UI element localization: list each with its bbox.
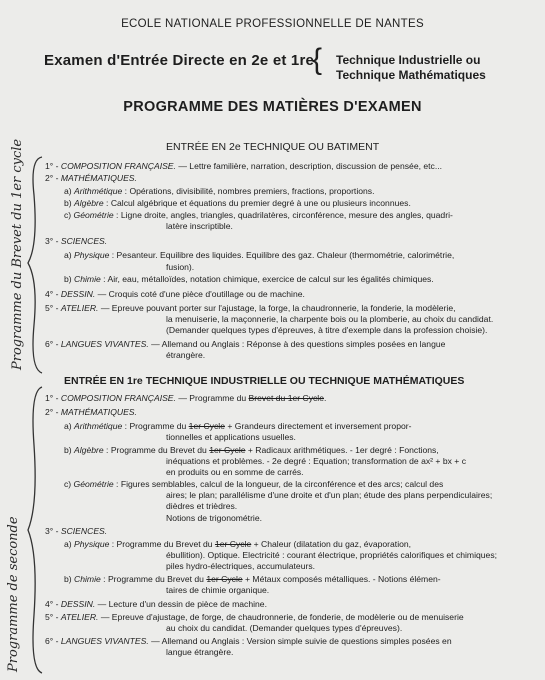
line-text: : Figures semblables, calcul de la longueur, de la circonférence et des arcs; calcul des: [113, 479, 444, 489]
line-num: 5° -: [45, 612, 61, 622]
program-line: [64, 479, 443, 490]
program-line: [166, 561, 315, 572]
program-line: [45, 599, 267, 610]
line-text: étrangère.: [166, 350, 206, 360]
program-line: [166, 262, 194, 273]
line-text: : Pesanteur. Equilibre des liquides. Equilibre des gaz. Chaleur (thermométrie, calorimétrie,: [109, 250, 455, 260]
margin-brace-section1: [26, 155, 44, 375]
line-num: b): [64, 574, 75, 584]
line-label: Géométrie: [73, 479, 114, 489]
line-text: — Allemand ou Anglais : Version simple suivie de questions simples posées en: [148, 636, 452, 646]
line-text: latère inscriptible.: [166, 221, 233, 231]
line-num: c): [64, 210, 74, 220]
line-label: Chimie: [74, 574, 101, 584]
program-line: [64, 421, 412, 432]
line-text: la menuiserie, la maçonnerie, la charpente bois ou la plomberie, au choix du candidat.: [166, 314, 494, 324]
line-text: taires de chimie organique.: [166, 585, 270, 595]
line-num: a): [64, 539, 75, 549]
line-label: DESSIN.: [60, 599, 96, 609]
line-num: a): [64, 421, 75, 431]
line-label: COMPOSITION FRANÇAISE.: [60, 161, 176, 171]
line-strike: 1er Cycle: [206, 574, 243, 584]
program-line: [166, 350, 205, 361]
line-text: fusion).: [166, 262, 195, 272]
line-after: + Radicaux arithmétiques. - 1er degré : Fonctions,: [245, 445, 439, 455]
program-line: [166, 467, 304, 478]
line-text: : Air, eau, métalloïdes, notation chimique, exercice de calcul sur les égalités chimiques.: [100, 274, 434, 284]
line-after: .: [324, 393, 327, 403]
line-strike: 1er Cycle: [188, 421, 225, 431]
line-num: 1° -: [45, 161, 61, 171]
line-text: — Lettre familière, narration, description, discussion de pensée, etc...: [175, 161, 442, 171]
line-text: — Allemand ou Anglais : Réponse à des questions simples posées en langue: [148, 339, 446, 349]
program-line: [166, 314, 493, 325]
line-strike: 1er Cycle: [209, 445, 246, 455]
line-text: aires; le plan; parallélisme d'une droite et d'un plan; étude des plans perpendiculaires;: [166, 490, 493, 500]
line-text: — Epreuve pouvant porter sur l'ajustage, la forge, la chaudronnerie, la fonderie, la modèlerie,: [98, 303, 456, 313]
program-line: [45, 161, 442, 172]
program-line: [45, 339, 445, 350]
program-line: [166, 513, 262, 524]
line-text: tionnelles et applications usuelles.: [166, 432, 296, 442]
line-text: au choix du candidat. (Demander quelques types d'épreuves).: [166, 623, 403, 633]
line-text: : Programme du Brevet du: [103, 445, 210, 455]
line-num: 3° -: [45, 526, 61, 536]
section1-title: ENTRÉE EN 2e TECHNIQUE OU BATIMENT: [166, 141, 380, 153]
line-label: Arithmétique: [74, 186, 123, 196]
line-label: Géométrie: [73, 210, 114, 220]
track-mathematiques: Technique Mathématiques: [336, 68, 486, 82]
program-line: [45, 393, 326, 404]
line-label: ATELIER.: [60, 303, 99, 313]
line-text: ébullition). Optique. Electricité : courant électrique, propriétés calorifiques et chimiques;: [166, 550, 498, 560]
line-strike: Brevet du 1er Cycle: [248, 393, 324, 403]
handwritten-note-seconde: Programme de seconde: [6, 516, 21, 672]
line-text: — Lecture d'un dessin de pièce de machine.: [95, 599, 267, 609]
program-line: [64, 198, 411, 209]
program-line: [64, 210, 453, 221]
line-label: LANGUES VIVANTES.: [60, 636, 149, 646]
line-text: piles hydro-électriques, accumulateurs.: [166, 561, 316, 571]
line-text: : Programme du: [122, 421, 189, 431]
line-label: Algèbre: [74, 445, 104, 455]
program-line: [64, 186, 374, 197]
program-line: [166, 550, 497, 561]
line-num: 3° -: [45, 236, 61, 246]
track-industrielle: Technique Industrielle ou: [336, 53, 481, 67]
margin-brace-section2: [26, 385, 44, 675]
line-num: 5° -: [45, 303, 61, 313]
line-label: DESSIN.: [60, 289, 96, 299]
line-label: SCIENCES.: [60, 236, 108, 246]
line-label: LANGUES VIVANTES.: [60, 339, 149, 349]
line-text: : Programme du Brevet du: [100, 574, 207, 584]
program-line: [166, 221, 233, 232]
program-line: [64, 445, 439, 456]
line-num: b): [64, 274, 75, 284]
line-text: : Calcul algébrique et équations du premier degré à une ou plusieurs inconnues.: [103, 198, 411, 208]
program-line: [64, 574, 441, 585]
line-num: 6° -: [45, 636, 61, 646]
program-line: [166, 432, 296, 443]
program-line: [166, 647, 233, 658]
line-text: inéquations et problèmes. - 2e degré : Equation; transformation de ax² + bx + c: [166, 456, 467, 466]
line-after: + Grandeurs directement et inversement propor-: [224, 421, 412, 431]
program-line: [45, 636, 452, 647]
program-line: [166, 501, 237, 512]
line-num: b): [64, 198, 75, 208]
section2-title: ENTRÉE EN 1re TECHNIQUE INDUSTRIELLE OU TECHNIQUE MATHÉMATIQUES: [64, 375, 465, 387]
title-brace: {: [312, 43, 323, 76]
program-line: [45, 612, 464, 623]
line-num: 4° -: [45, 599, 61, 609]
program-line: [45, 526, 107, 537]
line-text: dièdres et trièdres.: [166, 501, 238, 511]
program-line: [166, 585, 269, 596]
exam-title: Examen d'Entrée Directe en 2e et 1re: [44, 52, 315, 69]
line-num: a): [64, 250, 75, 260]
line-label: MATHÉMATIQUES.: [60, 407, 137, 417]
program-line: [166, 623, 402, 634]
program-line: [166, 490, 492, 501]
program-line: [64, 274, 434, 285]
line-text: langue étrangère.: [166, 647, 234, 657]
program-line: [166, 325, 487, 336]
program-line: [64, 250, 454, 261]
line-text: : Opérations, divisibilité, nombres premiers, fractions, proportions.: [122, 186, 375, 196]
line-label: Physique: [74, 250, 110, 260]
line-num: a): [64, 186, 75, 196]
program-line: [45, 236, 107, 247]
line-text: — Croquis coté d'une pièce d'outillage ou de machine.: [95, 289, 305, 299]
line-label: MATHÉMATIQUES.: [60, 173, 137, 183]
programme-title: PROGRAMME DES MATIÈRES D'EXAMEN: [123, 99, 422, 115]
line-label: COMPOSITION FRANÇAISE.: [60, 393, 176, 403]
line-strike: 1er Cycle: [214, 539, 252, 549]
line-num: 2° -: [45, 407, 61, 417]
line-label: Arithmétique: [74, 421, 123, 431]
line-text: Notions de trigonométrie.: [166, 513, 263, 523]
school-name: ECOLE NATIONALE PROFESSIONNELLE DE NANTES: [121, 18, 424, 30]
program-line: [166, 456, 466, 467]
line-num: c): [64, 479, 74, 489]
line-num: 6° -: [45, 339, 61, 349]
program-line: [45, 289, 305, 300]
line-text: : Ligne droite, angles, triangles, quadrilatères, circonférence, mesure des angles, quadri-: [113, 210, 453, 220]
line-after: + Métaux composés métalliques. - Notions élémen-: [242, 574, 441, 584]
program-line: [45, 407, 137, 418]
line-num: b): [64, 445, 75, 455]
line-after: + Chaleur (dilatation du gaz, évaporation,: [251, 539, 412, 549]
program-line: [64, 539, 411, 550]
line-num: 4° -: [45, 289, 61, 299]
handwritten-note-first-cycle: Programme du Brevet du 1er cycle: [10, 138, 25, 370]
line-text: en produits ou en somme de carrés.: [166, 467, 304, 477]
line-text: : Programme du Brevet du: [109, 539, 215, 549]
line-label: SCIENCES.: [60, 526, 108, 536]
line-label: Physique: [74, 539, 110, 549]
program-line: [45, 173, 137, 184]
line-label: Algèbre: [74, 198, 104, 208]
line-text: — Programme du: [175, 393, 249, 403]
program-line: [45, 303, 456, 314]
line-text: (Demander quelques types d'épreuves, à titre d'exemple dans la profession choisie).: [166, 325, 488, 335]
line-text: — Epreuve d'ajustage, de forge, de chaudronnerie, de fonderie, de modèlerie ou de menuiserie: [98, 612, 464, 622]
line-num: 2° -: [45, 173, 61, 183]
line-label: ATELIER.: [60, 612, 99, 622]
line-num: 1° -: [45, 393, 61, 403]
line-label: Chimie: [74, 274, 101, 284]
